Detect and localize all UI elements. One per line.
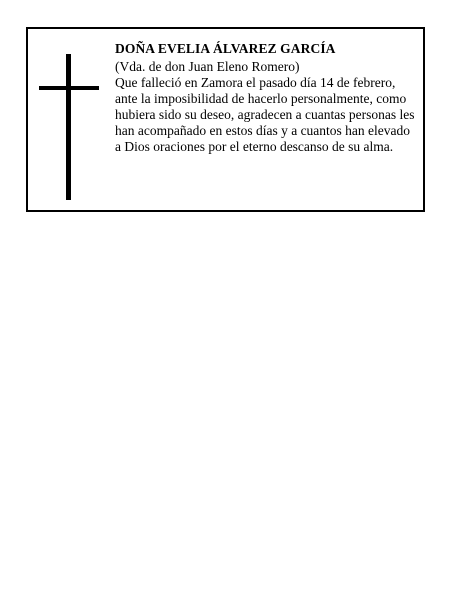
message-line: han acompañado en estos días y a cuantos han elevado — [115, 123, 411, 138]
cross-vertical-bar — [66, 54, 71, 200]
message-line: Que falleció en Zamora el pasado día 14 de febrero, — [115, 75, 396, 90]
cross-horizontal-bar — [39, 86, 99, 90]
deceased-name: DOÑA EVELIA ÁLVAREZ GARCÍA — [115, 41, 336, 56]
obituary-notice — [26, 27, 425, 212]
message-line: ante la imposibilidad de hacerlo personalmente, como — [115, 91, 407, 106]
message-line: a Dios oraciones por el eterno descanso de su alma. — [115, 139, 394, 154]
message-line: hubiera sido su deseo, agradecen a cuantas personas les — [115, 107, 415, 122]
widow-of-line: (Vda. de don Juan Eleno Romero) — [115, 59, 300, 74]
latin-cross-icon — [39, 54, 99, 200]
notice-text — [115, 40, 420, 155]
notice-message — [115, 75, 420, 155]
